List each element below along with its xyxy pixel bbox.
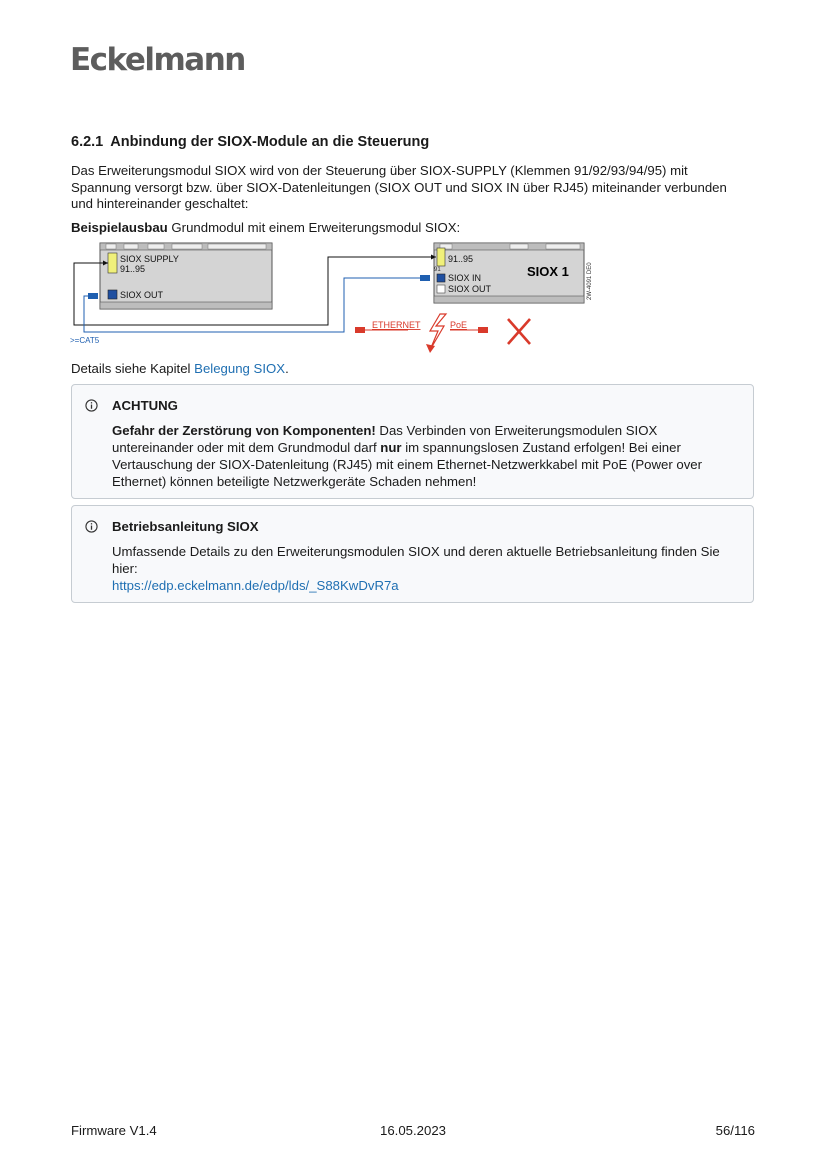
siox-module-name: SIOX 1	[527, 264, 569, 279]
siox-side-code: 2W-4091 DE0	[587, 262, 593, 300]
info-icon	[85, 399, 98, 412]
details-prefix: Details siehe Kapitel	[71, 361, 195, 376]
supply-terminals: 91..95	[120, 264, 146, 274]
siox-pin-label: 91	[434, 267, 441, 273]
siox-out-label-right: SIOX OUT	[448, 284, 492, 294]
footer-page-number: 56/116	[715, 1123, 755, 1138]
section-number: 6.2.1	[71, 134, 104, 150]
belegung-siox-link[interactable]: Belegung SIOX	[194, 361, 286, 376]
cable-label: >=CAT5	[70, 336, 100, 345]
siox-out-port	[108, 290, 117, 299]
example-bold: Beispielausbau	[71, 220, 168, 235]
example-text: Grundmodul mit einem Erweiterungsmodul SIOX:	[167, 220, 461, 235]
warning-bold: Gefahr der Zerstörung von Komponenten!	[112, 423, 376, 438]
supply-terminal	[108, 253, 117, 273]
lightning-icon	[430, 314, 446, 350]
manual-notice	[71, 505, 754, 603]
details-suffix: .	[285, 361, 289, 376]
ethernet-label: ETHERNET	[372, 320, 421, 330]
siox-terminals: 91..95	[448, 254, 474, 264]
manual-text: Umfassende Details zu den Erweiterungsmodulen SIOX und deren aktuelle Betriebsanleitung finden Sie hier:	[112, 544, 720, 576]
intro-paragraph: Das Erweiterungsmodul SIOX wird von der Steuerung über SIOX-SUPPLY (Klemmen 91/92/93/94/95) mit Spannung versorgt bzw. über SIOX-Datenleitungen (SIOX OUT und SIOX IN über RJ45) miteinander verbunden und hintereinander geschaltet:	[71, 163, 727, 211]
footer-firmware: Firmware V1.4	[71, 1123, 157, 1138]
manual-title: Betriebsanleitung SIOX	[112, 519, 259, 534]
siox-in-port	[437, 274, 445, 282]
siox-in-label: SIOX IN	[448, 273, 482, 283]
footer-date: 16.05.2023	[380, 1123, 447, 1138]
warning-notice	[71, 384, 754, 499]
warning-bold-nur: nur	[380, 440, 402, 455]
manual-body	[112, 543, 740, 594]
siox-supply-terminal	[437, 248, 445, 266]
eckelmann-logo: Eckelmann	[70, 42, 245, 78]
cross-icon	[508, 319, 530, 344]
siox-wiring-diagram	[68, 240, 608, 360]
manual-link[interactable]: https://edp.eckelmann.de/edp/lds/_S88KwDvR7a	[112, 578, 399, 593]
details-line	[71, 361, 751, 378]
siox-out-port-right	[437, 285, 445, 293]
warning-title: ACHTUNG	[112, 398, 178, 413]
example-line	[71, 220, 751, 237]
info-icon	[85, 520, 98, 533]
warning-text-2: im spannungslosen Zustand erfolgen! Bei einer Vertauschung der SIOX-Datenleitung (RJ45) mit einem Ethernet-Netzwerkkabel mit PoE (Power over Ethernet) können beteiligte Netzwerkgeräte Schaden nehmen!	[112, 440, 703, 489]
poe-label: PoE	[450, 320, 468, 330]
section-heading	[71, 134, 429, 150]
warning-text-1: Das Verbinden von Erweiterungsmodulen SIOX untereinander oder mit dem Grundmodul darf	[112, 423, 658, 455]
siox-out-label: SIOX OUT	[120, 290, 164, 300]
supply-label: SIOX SUPPLY	[120, 254, 179, 264]
siox-module	[434, 243, 593, 303]
base-module	[100, 243, 272, 309]
warning-body	[112, 422, 740, 490]
section-title: Anbindung der SIOX-Module an die Steuerung	[110, 134, 430, 150]
